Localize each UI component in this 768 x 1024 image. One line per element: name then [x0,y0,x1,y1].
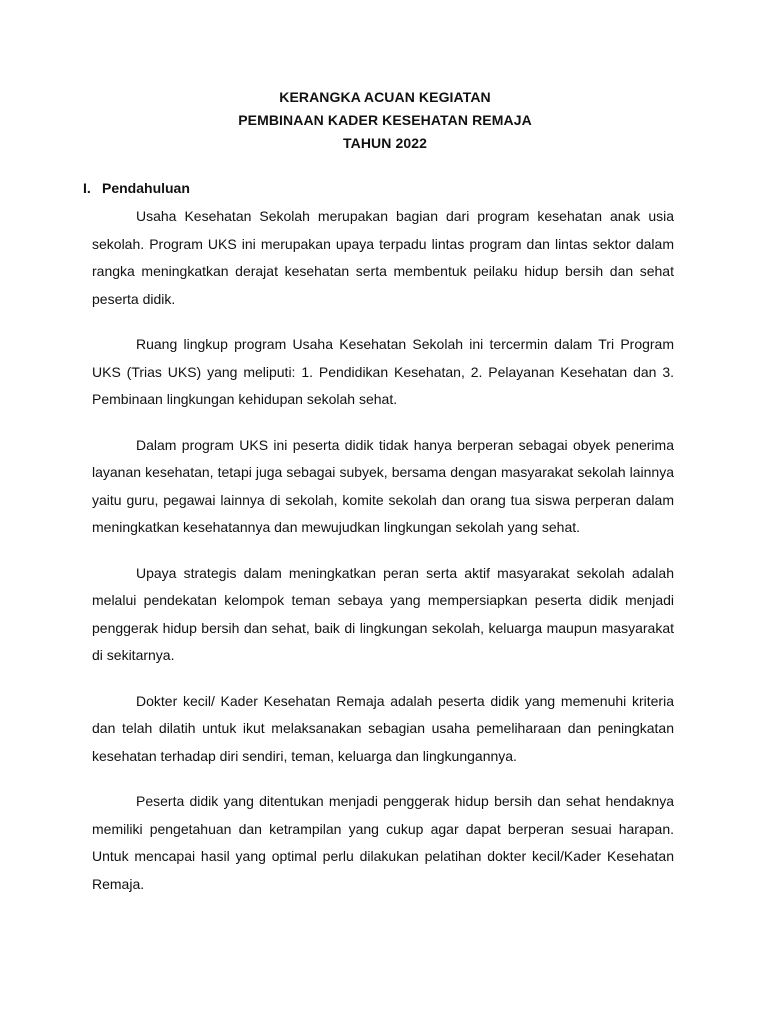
section-heading [83,178,190,198]
paragraph-6: Peserta didik yang ditentukan menjadi penggerak hidup bersih dan sehat hendaknya memiliki pengetahuan dan ketrampilan yang cukup agar dapat berperan sesuai harapan. Untuk mencapai hasil yang optimal perlu dilakukan pelatihan dokter kecil/Kader Kesehatan Remaja. [92,793,674,892]
document-title [0,86,768,155]
title-line-2: PEMBINAAN KADER KESEHATAN REMAJA [238,112,532,128]
title-line-3: TAHUN 2022 [343,135,427,151]
paragraph-2: Ruang lingkup program Usaha Kesehatan Sekolah ini tercermin dalam Tri Program UKS (Trias UKS) yang meliputi: 1. Pendidikan Kesehatan, 2. Pelayanan Kesehatan dan 3. Pembinaan lingkungan kehidupan sekolah sehat. [92,336,674,407]
paragraph-3: Dalam program UKS ini peserta didik tidak hanya berperan sebagai obyek penerima layanan kesehatan, tetapi juga sebagai subyek, bersama dengan masyarakat sekolah lainnya yaitu guru, pegawai lainnya di sekolah, komite sekolah dan orang tua siswa perperan dalam meningkatkan kesehatannya dan mewujudkan lingkungan sekolah yang sehat. [92,436,674,535]
paragraph-5: Dokter kecil/ Kader Kesehatan Remaja adalah peserta didik yang memenuhi kriteria dan telah dilatih untuk ikut melaksanakan sebagian usaha pemeliharaan dan peningkatan kesehatan terhadap diri sendiri, teman, keluarga dan lingkungannya. [92,692,674,764]
section-title: Pendahuluan [102,180,190,196]
section-number: I. [83,180,91,196]
section-body [92,203,674,916]
paragraph-4: Upaya strategis dalam meningkatkan peran serta aktif masyarakat sekolah adalah melalui pendekatan kelompok teman sebaya yang mempersiapkan peserta didik menjadi penggerak hidup bersih dan sehat, baik di lingkungan sekolah, keluarga maupun masyarakat di sekitarnya. [92,564,674,663]
paragraph-1: Usaha Kesehatan Sekolah merupakan bagian dari program kesehatan anak usia sekolah. Program UKS ini merupakan upaya terpadu lintas program dan lintas sektor dalam rangka meningkatkan derajat kesehatan serta membentuk peilaku hidup bersih dan sehat peserta didik. [92,208,674,307]
title-line-1: KERANGKA ACUAN KEGIATAN [279,89,491,105]
